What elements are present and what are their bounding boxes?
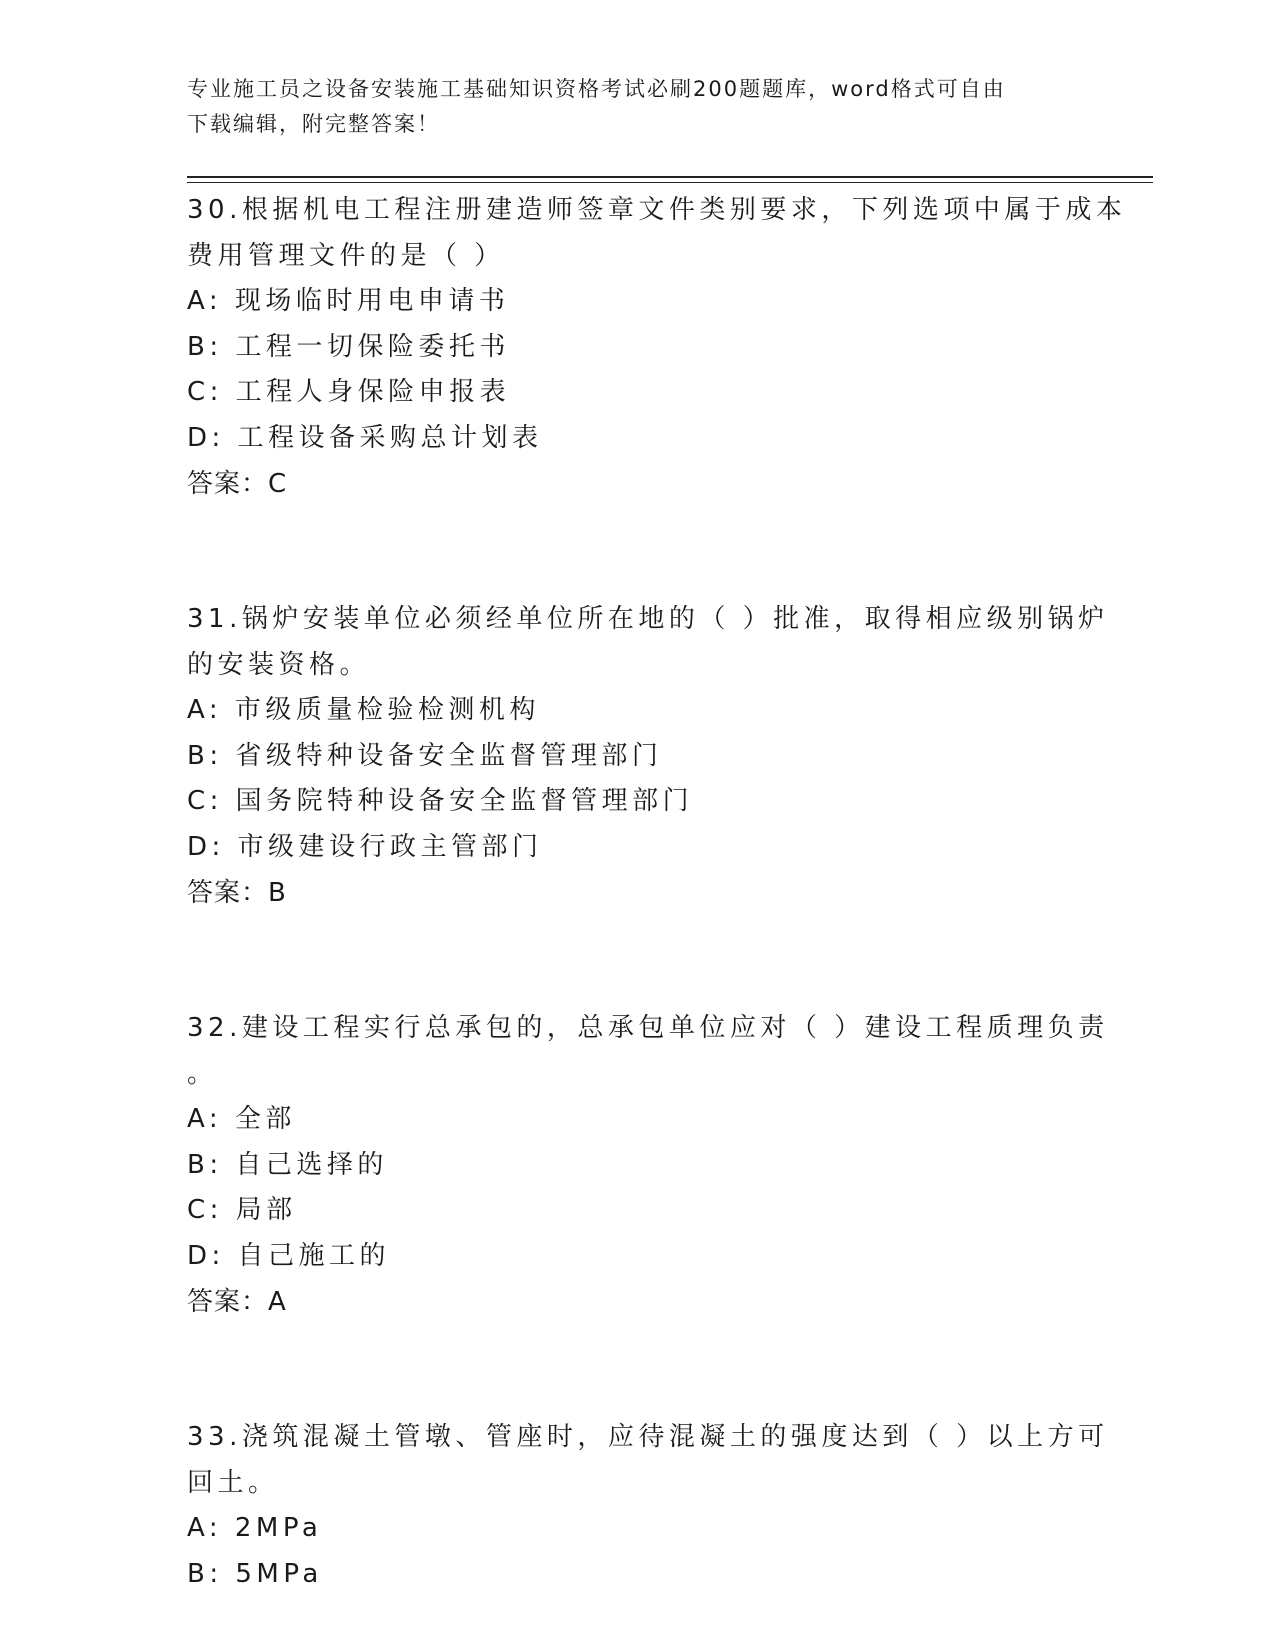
question-text-line: 费用管理文件的是（ ） (187, 240, 505, 271)
header-divider-thin (187, 182, 1153, 183)
question-31 (187, 597, 1109, 916)
question-text-line: 回土。 (187, 1467, 279, 1498)
question-spacer (187, 916, 1087, 1006)
option-b: B: 工程一切保险委托书 (187, 331, 510, 362)
answer-line: 答案：B (187, 878, 287, 908)
option-a: A: 市级质量检验检测机构 (187, 695, 540, 725)
option-a: A: 全部 (187, 1104, 296, 1134)
question-33 (187, 1415, 1109, 1597)
option-c: C: 工程人身保险申报表 (187, 377, 511, 407)
option-d: D: 工程设备采购总计划表 (187, 422, 543, 453)
option-b: B: 自己选择的 (187, 1149, 388, 1180)
question-text-line: 30.根据机电工程注册建造师签章文件类别要求，下列选项中属于成本 (187, 195, 1127, 225)
option-b: B: 5MPa (187, 1558, 323, 1589)
header-divider (187, 176, 1153, 178)
option-c: C: 国务院特种设备安全监督管理部门 (187, 786, 694, 816)
document-header (187, 72, 1067, 142)
option-d: D: 市级建设行政主管部门 (187, 831, 543, 862)
option-d: D: 自己施工的 (187, 1240, 391, 1271)
option-a: A: 现场临时用电申请书 (187, 286, 510, 316)
question-spacer (187, 507, 1087, 597)
question-text-line: 。 (187, 1058, 218, 1089)
question-text-line: 33.浇筑混凝土管墩、管座时，应待混凝土的强度达到（ ）以上方可 (187, 1422, 1109, 1452)
answer-line: 答案：A (187, 1287, 287, 1317)
question-list (187, 188, 1127, 1597)
option-c: C: 局部 (187, 1195, 297, 1225)
question-spacer (187, 1325, 1087, 1415)
question-text-line: 的安装资格。 (187, 649, 371, 680)
header-line: 下载编辑，附完整答案！ (187, 112, 440, 136)
header-line: 专业施工员之设备安装施工基础知识资格考试必刷200题题库，word格式可自由 (187, 77, 1006, 101)
question-30 (187, 188, 1127, 507)
option-a: A: 2MPa (187, 1513, 323, 1543)
question-text-line: 32.建设工程实行总承包的，总承包单位应对（ ）建设工程质理负责 (187, 1013, 1109, 1043)
option-b: B: 省级特种设备安全监督管理部门 (187, 740, 663, 771)
question-text-line: 31.锅炉安装单位必须经单位所在地的（ ）批准，取得相应级别锅炉 (187, 604, 1109, 634)
question-32 (187, 1006, 1109, 1325)
answer-line: 答案：C (187, 469, 288, 499)
